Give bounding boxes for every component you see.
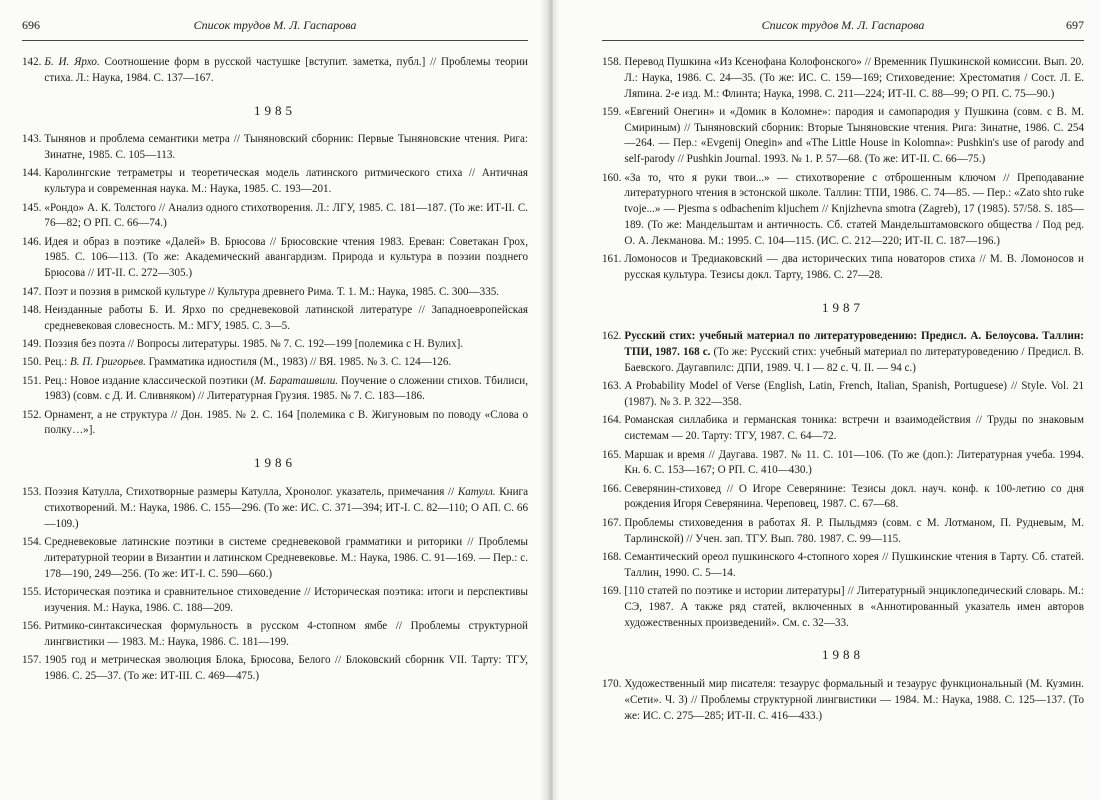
- entry-text: [44, 485, 528, 532]
- entry-number: 153.: [22, 486, 42, 499]
- entry-text: [44, 55, 528, 87]
- entry-text: Маршак и время // Даугава. 1987. № 11. С. 101—106. (То же (доп.): Литературная учеба. 1994. Кн. 6. С. 153—167; О РП. С. 410—430.): [624, 448, 1084, 477]
- entry-text: Историческая поэтика и сравнительное стиховедение // Историческая поэтика: итоги и перспективы изучения. М.: Наука, 1986. С. 188—209.: [44, 585, 528, 614]
- entry-text: [44, 374, 528, 406]
- bibliography-entry: [602, 413, 1084, 445]
- entry-body: Поучение о сложении стихов. Тбилиси, 1983) (совм. с Д. И. Сливняком) // Литературная Грузия. 1985. № 7. С. 183—186.: [44, 374, 528, 403]
- bibliography-entry: [22, 374, 528, 406]
- entry-prefix: Рец.:: [44, 356, 70, 369]
- entry-number: 162.: [602, 330, 622, 343]
- entry-number: 150.: [22, 356, 42, 369]
- bibliography-entry: [22, 235, 528, 282]
- bibliography-entry: [22, 585, 528, 617]
- entry-number: 142.: [22, 56, 42, 68]
- entry-number: 146.: [22, 235, 42, 248]
- left-page-body: [22, 41, 528, 685]
- entry-number: 149.: [22, 337, 42, 350]
- entry-number: 168.: [602, 550, 622, 563]
- entry-text: [624, 329, 1084, 376]
- entry-number: 160.: [602, 171, 622, 184]
- bibliography-entry: [602, 329, 1084, 376]
- entry-text: «За то, что я руки твои...» — стихотворение с отброшенным ключом // Преподавание литературного чтения в эстонской школе. Таллин: ТПИ, 1986. С. 74—85. — Пер.: «Zato shto ruke tvoje...» — Pjesma s odbachenim kljuchem // Knjizhevna smotra (Zagreb), 17 (1985). 57/58. S. 185—189. (То же: Мандельштам и античность. Сб. статей Мандельштамовского общества / Под ред. О. А. Лекманова. М.: 1995. С. 104—115. (ИС. С. 212—220; ИТ-II. С. 187—196.): [624, 171, 1084, 247]
- right-page-header: [602, 14, 1084, 41]
- entry-number: 154.: [22, 535, 42, 548]
- entry-number: 167.: [602, 516, 622, 529]
- bibliography-entry: [22, 55, 528, 87]
- entry-number: 159.: [602, 105, 622, 118]
- entry-number: 144.: [22, 167, 42, 180]
- bibliography-entry: [22, 535, 528, 582]
- year-heading-1986: 1986: [254, 455, 296, 471]
- bibliography-entry: [22, 166, 528, 198]
- entry-text: Поэзия без поэта // Вопросы литературы. 1985. № 7. С. 192—199 [полемика с Н. Вулих].: [44, 337, 464, 350]
- entry-number: 156.: [22, 619, 42, 632]
- bibliography-entry: [22, 653, 528, 685]
- entry-body: Грамматика идиостиля (М., 1983) // ВЯ. 1985. № 3. С. 124—126.: [145, 356, 452, 369]
- entry-number: 166.: [602, 482, 622, 495]
- right-page-body: [602, 41, 1084, 724]
- bibliography-entry: [22, 337, 528, 353]
- entries-1986-list: [22, 535, 528, 685]
- entry-prefix: Рец.: Новое издание классической поэтики (: [44, 374, 255, 387]
- entry-text: Художественный мир писателя: тезаурус формальный и тезаурус функциональный (М. Кузмин. «Сети». Ч. 3) // Проблемы структурной лингвистики — 1984. М.: Наука, 1988. С. 125—137. (То же: ИС. С. 275—285; ИТ-II. С. 416—433.): [624, 678, 1084, 722]
- entry-number: 145.: [22, 201, 42, 214]
- entry-text: [110 статей по поэтике и истории литературы] // Литературный энциклопедический словарь. М.: СЭ, 1987. А также ряд статей, включенных в «Аннотированный указатель имен авторов художественных произведений». См. с. 32—33.: [624, 584, 1084, 629]
- entry-text: Неизданные работы Б. И. Ярхо по средневековой латинской литературе // Западноевропейская средневековая словесность. М.: МГУ, 1985. С. 3—5.: [44, 303, 528, 332]
- entry-text: «Рондо» А. К. Толстого // Анализ одного стихотворения. Л.: ЛГУ, 1985. С. 181—187. (То же: ИТ-II. С. 76—82; О РП. С. 66—74.): [44, 201, 528, 230]
- entry-author: Б. И. Ярхо.: [44, 56, 100, 68]
- entry-text: Ломоносов и Тредиаковский — два исторических типа новаторов стиха // М. В. Ломоносов и русская культура. Тезисы докл. Тарту, 1986. С. 27—28.: [624, 253, 1084, 281]
- entry-text: [44, 355, 528, 371]
- bibliography-entry: [22, 201, 528, 233]
- bibliography-entry: [22, 355, 528, 371]
- left-page: [0, 0, 548, 800]
- entry-author: М. Бараташвили.: [254, 374, 339, 387]
- entry-text: Каролингские тетраметры и теоретическая модель латинского ритмического стиха // Античная культура и современная наука. М.: Наука, 1985. С. 193—201.: [44, 167, 528, 196]
- entry-number: 170.: [602, 678, 622, 691]
- bibliography-entry: [602, 55, 1084, 102]
- entry-number: 151.: [22, 374, 42, 387]
- bibliography-entry: [602, 584, 1084, 631]
- entries-1986-continued-list: [602, 55, 1084, 284]
- entries-1987-list: [602, 379, 1084, 631]
- entry-text: Ритмико-синтаксическая формульность в русском 4-стопном ямбе // Проблемы структурной лингвистики — 1983. М.: Наука, 1986. С. 181—199.: [44, 619, 528, 648]
- entry-number: 169.: [602, 584, 622, 597]
- right-page-number: 697: [1066, 18, 1084, 32]
- entry-text: Романская силлабика и германская тоника: встречи и взаимодействия // Труды по знаковым системам — 20. Тарту: ТГУ, 1987. С. 64—72.: [624, 414, 1084, 443]
- entry-number: 152.: [22, 408, 42, 421]
- bibliography-entry: [22, 408, 528, 440]
- entry-text: 1905 год и метрическая эволюция Блока, Брюсова, Белого // Блоковский сборник VII. Тарту: ТГУ, 1986. С. 25—37. (То же: ИТ-III. С. 469—475.): [44, 654, 528, 682]
- year-heading-1987: 1987: [822, 299, 864, 315]
- entry-author: В. П. Григорьев.: [69, 356, 146, 369]
- right-page: [552, 0, 1100, 800]
- entry-text: «Евгений Онегин» и «Домик в Коломне»: пародия и самопародия у Пушкина (совм. с В. М. Смириным) // Тыняновский сборник: Вторые Тыняновские чтения. Рига: Зинатне, 1986. С. 254—264. — Пер.: «Evgenij Onegin» and «The Little House in Kolomna»: Pushkin's use of parody and self-parody // Pushkin Journal. 1993. № 1. P. 57—68. (То же: ИТ-II. С. 66—75.): [624, 105, 1084, 166]
- bibliography-entry: [602, 482, 1084, 514]
- bibliography-entry: [602, 516, 1084, 548]
- entries-1985-list: [22, 132, 528, 352]
- entry-number: 143.: [22, 133, 42, 146]
- entry-number: 148.: [22, 303, 42, 316]
- entry-number: 163.: [602, 380, 622, 393]
- entry-text: Поэт и поэзия в римской культуре // Культура древнего Рима. Т. 1. М.: Наука, 1985. С. 300—335.: [44, 285, 500, 298]
- bibliography-entry: [602, 105, 1084, 168]
- entry-text: Идея и образ в поэтике «Далей» В. Брюсова // Брюсовские чтения 1983. Ереван: Советакан Грох, 1985. С. 106—113. (То же: Академический авангардизм. Природа и культура в поэзии позднего Брюсова // ИТ-II. С. 272—305.): [44, 235, 528, 280]
- entry-body: (То же: Русский стих: учебный материал по литературоведению / Предисл. В. Баевского. Даугавпилс: ДПИ, 1989. Ч. I — 82 с. Ч. II. — 94 с.): [624, 346, 1084, 375]
- entry-number: 155.: [22, 585, 42, 598]
- year-heading-1988: 1988: [822, 647, 864, 663]
- entry-text: Средневековые латинские поэтики в системе средневековой грамматики и риторики // Проблемы литературной теории в Византии и латинском Средневековье. М.: Наука, 1986. С. 91—169. — Пер.: с. 178—190, 249—256. (То же: ИТ-I. С. 590—660.): [44, 535, 528, 580]
- bibliography-entry: [22, 132, 528, 164]
- entry-number: 165.: [602, 448, 622, 461]
- entry-text: Проблемы стиховедения в работах Я. Р. Пыльдмяэ (совм. с М. Лотманом, П. Рудневым, М. Тарлинской) // Учен. зап. ТГУ. Вып. 780. 1987. С. 99—115.: [624, 516, 1084, 545]
- entry-text: Орнамент, а не структура // Дон. 1985. № 2. С. 164 [полемика с В. Жигуновым по поводу «Слова о полку…»].: [44, 408, 528, 437]
- entry-number: 157.: [22, 654, 42, 666]
- entry-author: Катулл.: [457, 486, 496, 499]
- bibliography-entry: [602, 550, 1084, 582]
- entry-text: Семантический ореол пушкинского 4-стопного хорея // Пушкинские чтения в Тарту. Сб. статей. Таллин, 1990. С. 5—14.: [624, 550, 1084, 579]
- left-page-number: 696: [22, 18, 40, 32]
- bibliography-entry: [22, 485, 528, 532]
- entry-number: 158.: [602, 56, 622, 68]
- entries-1988-list: [602, 677, 1084, 724]
- entry-text: Северянин-стиховед // О Игоре Северянине: Тезисы докл. науч. конф. к 100-летию со дня рождения Игоря Северянина. Череповец, 1987. С. 67—68.: [624, 482, 1084, 511]
- entry-number: 164.: [602, 414, 622, 427]
- bibliography-entry: [602, 252, 1084, 284]
- entry-bold-title: Русский стих: учебный материал по литературоведению: Предисл. А. Белоусова. Таллин: ТПИ, 1987. 168 с.: [624, 330, 1084, 359]
- left-running-title: Список трудов М. Л. Гаспарова: [193, 18, 357, 32]
- entry-body: Соотношение форм в русской частушке [вступит. заметка, публ.] // Проблемы теории стиха. Л.: Наука, 1984. С. 137—167.: [44, 56, 528, 84]
- right-running-title: Список трудов М. Л. Гаспарова: [761, 18, 925, 32]
- entry-prefix: Поэзия Катулла, Стихотворные размеры Катулла, Хронолог. указатель, примечания //: [44, 486, 458, 499]
- bibliography-entry: [22, 303, 528, 335]
- bibliography-entry: [602, 171, 1084, 250]
- bibliography-entry: [22, 285, 528, 301]
- bibliography-entry: [602, 448, 1084, 480]
- bibliography-entry: [22, 619, 528, 651]
- entry-number: 161.: [602, 253, 622, 266]
- entry-text: Тынянов и проблема семантики метра // Тыняновский сборник: Первые Тыняновские чтения. Рига: Зинатне, 1985. С. 105—113.: [44, 133, 528, 162]
- entry-text: A Probability Model of Verse (English, Latin, French, Italian, Spanish, Portuguese) // Style. Vol. 21 (1987). № 3. P. 322—358.: [624, 380, 1084, 409]
- entry-number: 147.: [22, 285, 42, 298]
- year-heading-1985: 1985: [254, 102, 296, 118]
- bibliography-entry: [602, 379, 1084, 411]
- bibliography-entry: [602, 677, 1084, 724]
- entry-body: Книга стихотворений. М.: Наука, 1986. С. 155—296. (То же: ИС. С. 371—394; ИТ-I. С. 82—110; О АП. С. 66—109.): [44, 486, 528, 530]
- left-page-header: [22, 14, 528, 41]
- entry-text: Перевод Пушкина «Из Ксенофана Колофонского» // Временник Пушкинской комиссии. Вып. 20. Л.: Наука, 1986. С. 24—35. (То же: ИС. С. 159—169; Стиховедение: Хрестоматия / Сост. Л. Е. Ляпина. 2-е изд. М.: Флинта; Наука, 1998. С. 211—224; ИТ-II. С. 88—99; О РП. С. 75—90.): [624, 56, 1084, 100]
